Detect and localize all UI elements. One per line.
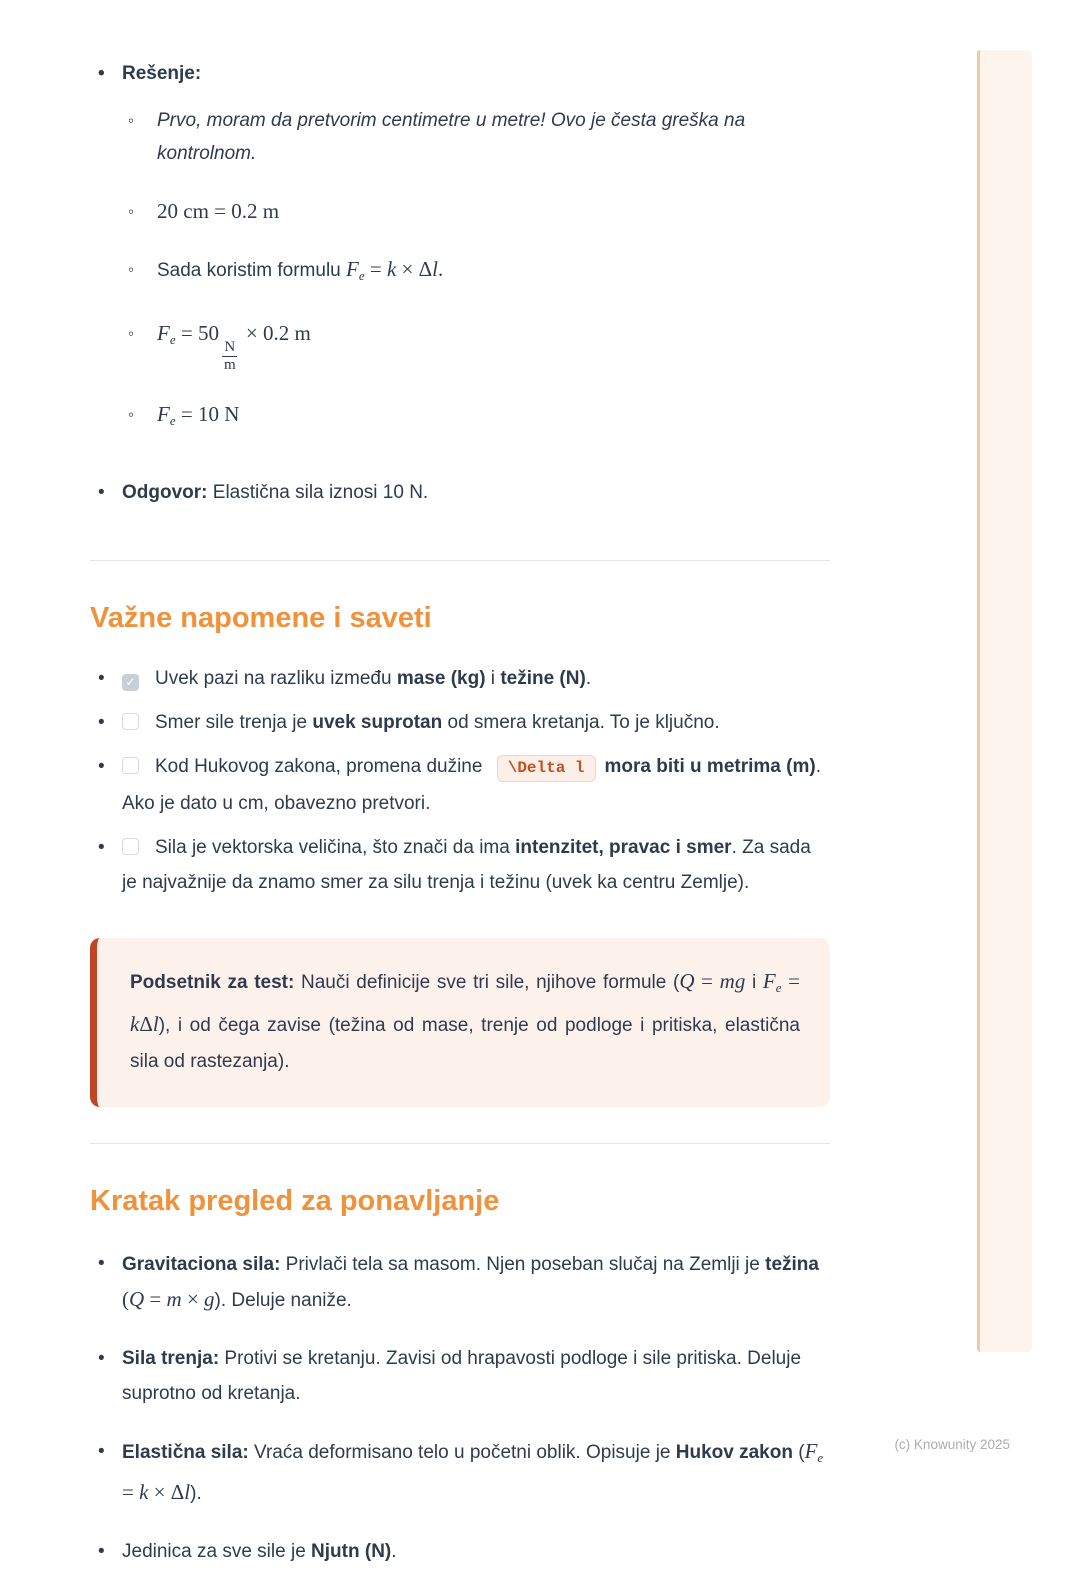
footer-copyright: (c) Knowunity 2025 bbox=[894, 1437, 1010, 1452]
math-var-l: l bbox=[432, 257, 438, 281]
resenje-step-conversion bbox=[122, 195, 830, 228]
text-run: Privlači tela sa masom. Njen poseban slučaj na Zemlji je bbox=[280, 1254, 766, 1275]
fraction-denominator: m bbox=[223, 356, 236, 373]
resenje-label: • Rešenje: bbox=[90, 56, 830, 91]
fraction-N-per-m bbox=[222, 339, 238, 373]
pregled-item-gravitaciona bbox=[90, 1246, 830, 1318]
math-var-l: l bbox=[152, 1012, 159, 1036]
text-run: Kod Hukovog zakona, promena dužine bbox=[155, 756, 488, 777]
section-title-pregled: Kratak pregled za ponavljanje bbox=[90, 1185, 500, 1217]
text-run: Uvek pazi na razliku između bbox=[155, 668, 397, 689]
bold-text: Sila trenja: bbox=[122, 1348, 220, 1369]
math-eq: = bbox=[122, 1480, 140, 1504]
math-sub-e: e bbox=[358, 268, 365, 283]
text-run: Nauči definicije sve tri sile, njihove formule ( bbox=[294, 972, 680, 993]
bold-text: Elastična sila: bbox=[122, 1442, 249, 1463]
math-text: 20 cm = 0.2 m bbox=[157, 199, 280, 223]
math-var-F: F bbox=[346, 257, 359, 281]
text-run: ). Deluje naniže. bbox=[214, 1290, 352, 1311]
text-run: i bbox=[745, 972, 763, 993]
math-times: × bbox=[396, 257, 419, 281]
pregled-item-jedinica bbox=[90, 1534, 830, 1569]
math-var-F: F bbox=[804, 1439, 818, 1463]
checkbox-unchecked[interactable] bbox=[122, 757, 139, 774]
section-divider bbox=[90, 560, 830, 561]
math-var-mg: mg bbox=[719, 969, 746, 993]
math-dot: . bbox=[438, 257, 444, 281]
text-run: ), i od čega zavise (težina od mase, trenje od podloge i pritiska, elastična sila od rastezanja). bbox=[130, 1015, 800, 1072]
fraction-numerator: N bbox=[224, 339, 236, 355]
math-sub-e: e bbox=[169, 332, 176, 347]
math-eq: = bbox=[144, 1287, 167, 1311]
resenje-step-formula bbox=[122, 253, 830, 292]
pregled-list bbox=[90, 1246, 830, 1569]
math-var-l: l bbox=[184, 1480, 191, 1504]
bold-text: mora biti u metrima (m) bbox=[604, 756, 816, 777]
section-title-napomene: Važne napomene i saveti bbox=[90, 602, 432, 634]
text-run: i bbox=[485, 668, 501, 689]
text-run: Smer sile trenja je bbox=[155, 712, 313, 733]
text-run: Vraća deformisano telo u početni oblik. Opisuje je bbox=[248, 1442, 676, 1463]
math-var-k: k bbox=[386, 257, 397, 281]
checklist-item bbox=[90, 661, 830, 696]
resenje-step-note bbox=[122, 104, 830, 170]
math-eq: = bbox=[781, 969, 801, 993]
math-text: = 10 N bbox=[175, 402, 240, 426]
bold-text: Gravitaciona sila: bbox=[122, 1254, 281, 1275]
bold-text: Hukov zakon bbox=[675, 1442, 793, 1463]
math-sub-e: e bbox=[169, 413, 176, 428]
math-var-k: k bbox=[130, 1012, 140, 1036]
bold-text: Njutn (N) bbox=[311, 1541, 392, 1562]
callout-label: Podsetnik za test: bbox=[130, 972, 295, 993]
math-var-F: F bbox=[762, 969, 776, 993]
formula-Q-mg bbox=[679, 969, 745, 993]
text-run: Sila je vektorska veličina, što znači da ima bbox=[155, 837, 516, 858]
math-eq: = bbox=[364, 257, 387, 281]
odgovor-text: Elastična sila iznosi 10 N. bbox=[207, 482, 429, 503]
text-run: ( bbox=[792, 1442, 805, 1463]
math-text: = 50 bbox=[175, 321, 219, 345]
formula-Q-mg bbox=[122, 1287, 215, 1311]
text-run: Jedinica za sve sile je bbox=[122, 1541, 312, 1562]
odgovor-label: Odgovor: bbox=[122, 482, 208, 503]
callout-podsetnik bbox=[90, 938, 830, 1107]
math-var-F: F bbox=[157, 402, 170, 426]
text-run: . bbox=[585, 668, 592, 689]
pregled-item-sila-trenja bbox=[90, 1341, 830, 1411]
italic-note-text: Prvo, moram da pretvorim centimetre u metre! Ovo je česta greška na kontrolnom. bbox=[157, 110, 746, 164]
checklist-item bbox=[90, 830, 830, 900]
math-var-Q: Q bbox=[129, 1287, 145, 1311]
checkbox-unchecked[interactable] bbox=[122, 838, 139, 855]
text-run: . bbox=[391, 1541, 397, 1562]
document-body bbox=[90, 56, 830, 1592]
math-delta: Δ bbox=[418, 257, 433, 281]
text-run: Sada koristim formulu bbox=[157, 260, 347, 281]
formula bbox=[346, 257, 443, 281]
resenje-step-result bbox=[122, 398, 830, 437]
checklist bbox=[90, 661, 830, 900]
text-run: ). bbox=[190, 1483, 202, 1504]
math-var-Q: Q bbox=[679, 969, 695, 993]
math-delta: Δ bbox=[170, 1480, 185, 1504]
bold-text: težine (N) bbox=[500, 668, 586, 689]
check-icon: • ✓ bbox=[125, 675, 136, 689]
math-sub-e: e bbox=[817, 1450, 824, 1465]
checkbox-unchecked[interactable] bbox=[122, 713, 139, 730]
math-eq: = bbox=[694, 969, 720, 993]
page-edge-decoration bbox=[977, 50, 1032, 1352]
bold-text: intenzitet, pravac i smer bbox=[515, 837, 732, 858]
math-text: × 0.2 m bbox=[240, 321, 311, 345]
math-var-k: k bbox=[139, 1480, 149, 1504]
bold-text: mase (kg) bbox=[396, 668, 486, 689]
checklist-item bbox=[90, 705, 830, 740]
text-run: od smera kretanja. To je ključno. bbox=[442, 712, 720, 733]
math-var-g: g bbox=[204, 1287, 215, 1311]
bold-text: uvek suprotan bbox=[312, 712, 443, 733]
math-var-m: m bbox=[166, 1287, 182, 1311]
resenje-steps bbox=[122, 104, 830, 437]
math-times: × bbox=[181, 1287, 205, 1311]
math-sub-e: e bbox=[775, 980, 782, 995]
code-chip-delta-l: \Delta l bbox=[497, 755, 596, 782]
text-run: . Za sada je najvažnije da znamo smer za silu trenja i težinu (uvek ka centru Zemlje). bbox=[122, 837, 811, 893]
checkbox-checked[interactable] bbox=[122, 674, 139, 691]
text-run: . Ako je dato u cm, obavezno pretvori. bbox=[122, 756, 821, 814]
math-var-F: F bbox=[157, 321, 170, 345]
text-run: Protivi se kretanju. Zavisi od hrapavosti podloge i sile pritiska. Deluje suprotno od kretanja. bbox=[122, 1348, 802, 1404]
math-paren: ( bbox=[122, 1287, 129, 1311]
math-times: × bbox=[148, 1480, 171, 1504]
section-divider bbox=[90, 1143, 830, 1144]
odgovor-line bbox=[90, 475, 830, 510]
bold-text: težina bbox=[765, 1254, 819, 1275]
pregled-item-elasticna bbox=[90, 1434, 830, 1511]
resenje-step-calculation bbox=[122, 317, 830, 373]
math-delta: Δ bbox=[139, 1012, 153, 1036]
checklist-item bbox=[90, 749, 830, 821]
